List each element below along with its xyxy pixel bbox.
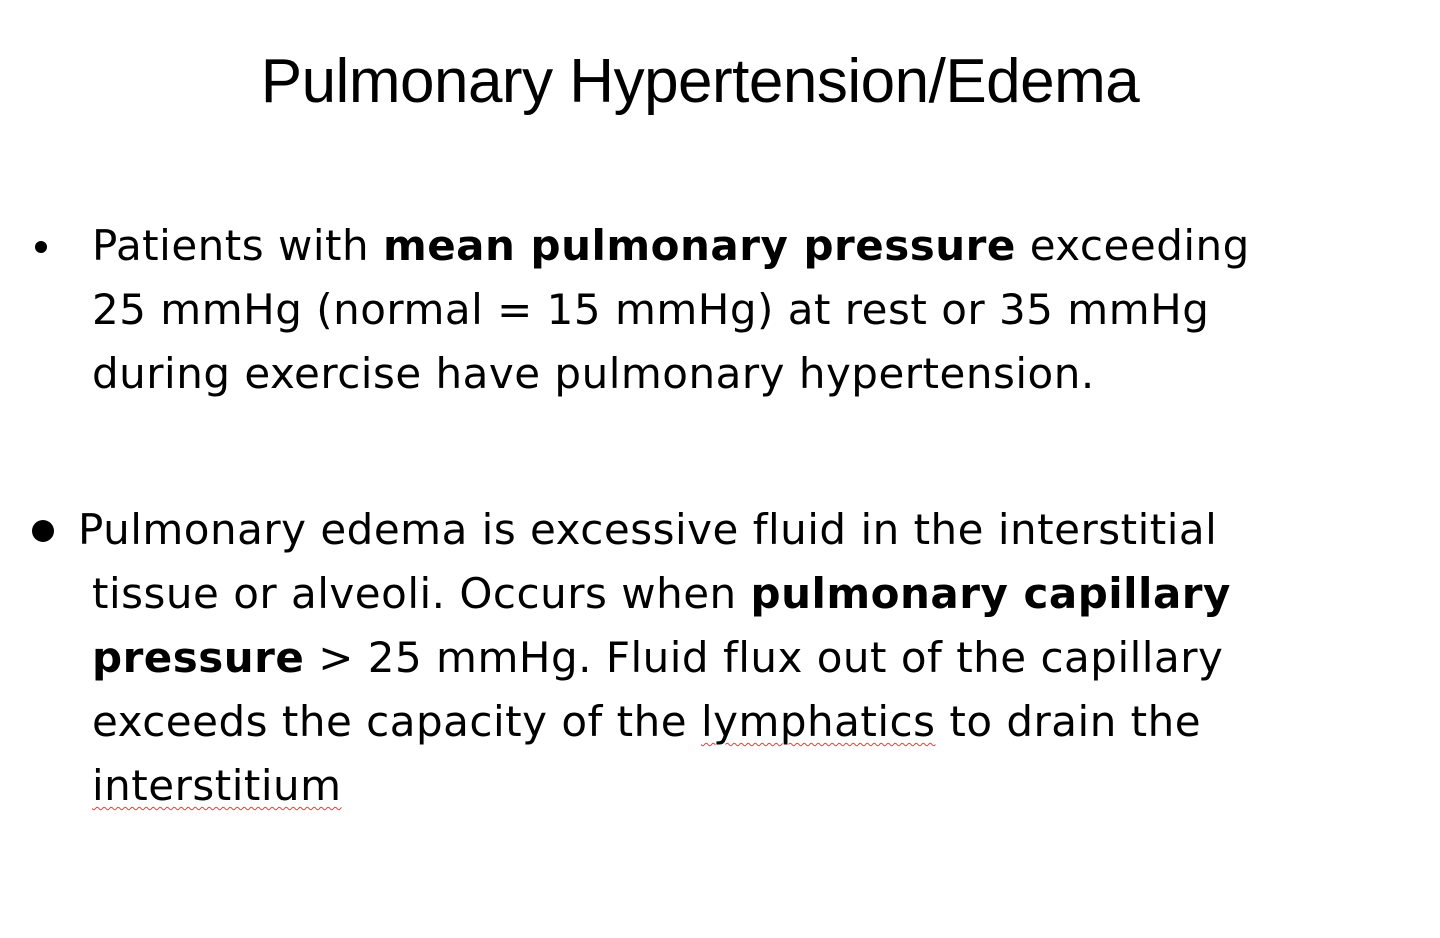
bullet-2-bold-term-b: pressure xyxy=(92,633,305,682)
bullet-2-text-d: to drain the xyxy=(935,697,1202,746)
bullet-point-2-marker xyxy=(32,520,54,542)
bullet-1-line-3: during exercise have pulmonary hypertension. xyxy=(92,349,1095,398)
bullet-point-1 xyxy=(92,214,1382,406)
bullet-2-text-a: tissue or alveoli. Occurs when xyxy=(92,569,751,618)
bullet-2-line-4 xyxy=(92,690,1392,754)
bullet-point-2 xyxy=(78,498,1392,818)
bullet-point-1-marker xyxy=(35,241,47,253)
bullet-2-line-1: Pulmonary edema is excessive fluid in the interstitial xyxy=(78,505,1218,554)
spellcheck-word-interstitium: interstitium xyxy=(92,761,342,810)
bullet-1-line-1 xyxy=(92,214,1382,278)
bullet-1-line-2: 25 mmHg (normal = 15 mmHg) at rest or 35 mmHg xyxy=(92,285,1210,334)
bullet-1-text-c: exceeding xyxy=(1015,221,1250,270)
slide-title: Pulmonary Hypertension/Edema xyxy=(260,47,1140,116)
bullet-2-line-3 xyxy=(92,626,1392,690)
bullet-2-text-c: exceeds the capacity of the xyxy=(92,697,701,746)
bullet-2-bold-term-a: pulmonary capillary xyxy=(750,569,1231,618)
spellcheck-word-lymphatics: lymphatics xyxy=(700,697,936,746)
bullet-2-text-b: > 25 mmHg. Fluid flux out of the capillary xyxy=(304,633,1224,682)
bullet-1-bold-term: mean pulmonary pressure xyxy=(382,221,1016,270)
bullet-2-line-2 xyxy=(92,562,1392,626)
bullet-1-text-a: Patients with xyxy=(92,221,383,270)
bullet-2-line-5 xyxy=(92,754,1392,818)
